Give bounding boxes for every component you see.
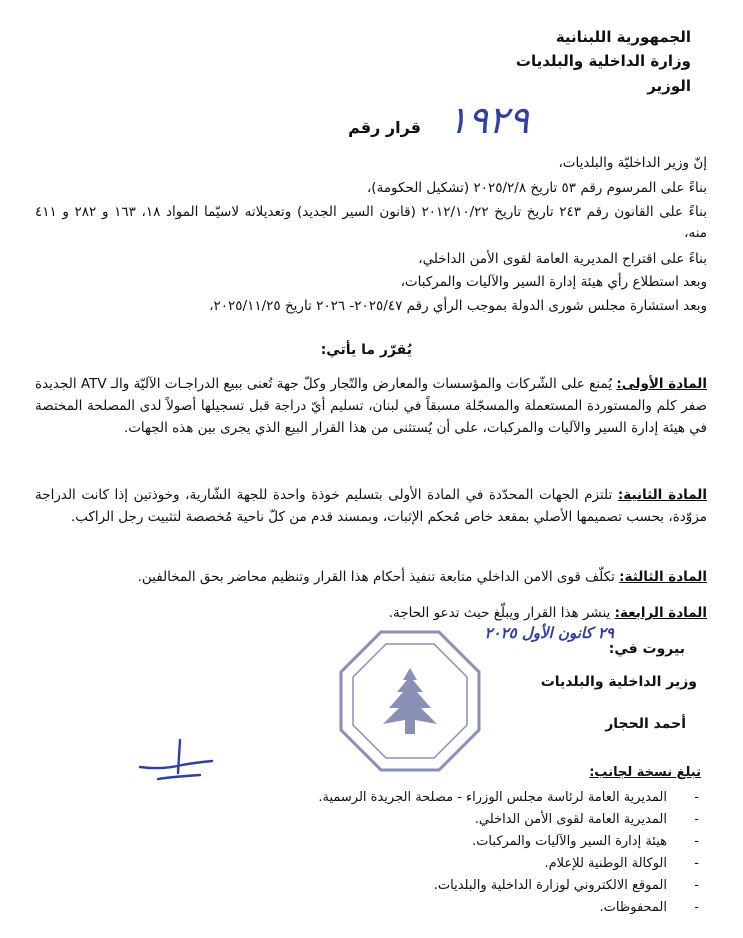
- list-item: - هيئة إدارة السير والآليات والمركبات.: [472, 834, 699, 849]
- cc-recipient: المحفوظات.: [599, 900, 667, 915]
- list-item: - الوكالة الوطنية للإعلام.: [544, 856, 699, 871]
- article-text: يُمنع على الشّركات والمؤسسات والمعارض والتّجار وكلّ جهة تُعنى ببيع الدراجـات الآليّة والـ ATV الجديدة صفر كلم والمستوردة المستعملة والمسجّلة مسبقاً في لبنان، تسليم أيّ دراجة قبل تسجيلها أصولاً لدى المصلحة المختصة في هيئة إدارة السير والآليات والمركبات، على أن يُستثنى من هذا القرار البيع الذي يجرى بين هذه الجهات.: [35, 376, 707, 436]
- cc-recipient: هيئة إدارة السير والآليات والمركبات.: [472, 834, 667, 849]
- minister-title: الوزير: [647, 77, 691, 95]
- signature-place: بيروت في:: [608, 641, 685, 657]
- signatory-name: أحمد الحجار: [605, 716, 686, 732]
- decision-label: قرار رقم: [348, 118, 421, 137]
- decision-number: ١٩٢٩: [447, 98, 529, 142]
- decides-heading: يُقرّر ما يأتي:: [320, 342, 412, 358]
- cc-recipient: المديرية العامة لقوى الأمن الداخلي.: [474, 812, 667, 827]
- cc-title: تبلغ نسخة لجانب:: [589, 765, 701, 780]
- cc-recipient: المديرية العامة لرئاسة مجلس الوزراء - مصلحة الجريدة الرسمية.: [318, 790, 667, 805]
- article-3: [35, 567, 707, 588]
- preamble-line: وبعد استطلاع رأي هيئة إدارة السير والآليات والمركبات،: [400, 274, 707, 290]
- handwritten-signature-icon: [130, 735, 220, 785]
- ministry-name: وزارة الداخلية والبلديات: [515, 52, 691, 70]
- article-1: [35, 373, 707, 439]
- preamble-line: إنّ وزير الداخليّة والبلديات،: [558, 155, 707, 171]
- article-text: ينشر هذا القرار ويبلّغ حيث تدعو الحاجة.: [388, 605, 611, 621]
- list-item: - المديرية العامة لقوى الأمن الداخلي.: [474, 812, 699, 827]
- list-item: - المحفوظات.: [599, 900, 699, 915]
- article-text: تكلّف قوى الامن الداخلي متابعة تنفيذ أحكام هذا القرار وتنظيم محاضر بحق المخالفين.: [137, 569, 615, 585]
- preamble-line: بناءً على القانون رقم ٢٤٣ تاريخ تاريخ ٢٠١٢/١٠/٢٢ (قانون السير الجديد) وتعديلاته لاسيّما المواد ١٨، ١٦٣ و ٢٨٢ و ٤١١ منه،: [35, 204, 707, 241]
- list-item: - الموقع الالكتروني لوزارة الداخلية والبلديات.: [433, 878, 699, 893]
- preamble-line: بناءً على اقتراح المديرية العامة لقوى الأمن الداخلي،: [418, 251, 707, 267]
- cc-recipient: الوكالة الوطنية للإعلام.: [544, 856, 667, 871]
- preamble-line: وبعد استشارة مجلس شورى الدولة بموجب الرأي رقم ٢٠٢٥/٤٧- ٢٠٢٦ تاريخ ٢٠٢٥/١١/٢٥،: [209, 298, 707, 314]
- article-title: المادة الرابعة:: [614, 605, 707, 621]
- cc-recipient: الموقع الالكتروني لوزارة الداخلية والبلديات.: [433, 878, 667, 893]
- signatory-title: وزير الداخلية والبلديات: [540, 674, 697, 690]
- article-title: المادة الأولى:: [616, 376, 707, 392]
- article-title: المادة الثالثة:: [619, 569, 707, 585]
- article-title: المادة الثانية:: [617, 487, 707, 503]
- ministry-stamp-cedar-icon: [337, 628, 483, 774]
- article-text: تلتزم الجهات المحدّدة في المادة الأولى بتسليم خوذة واحدة للجهة الشّارية، وخوذتين إذا كانت الدراجة مزوّدة، بحسب تصميمها الأصلي بمقعد خاص مُحكم الإثبات، وبمسند قدم من كلّ ناحية مُخصصة لتثبيت رجل الراكب.: [35, 487, 707, 525]
- article-4: [35, 603, 707, 624]
- list-item: - المديرية العامة لرئاسة مجلس الوزراء - مصلحة الجريدة الرسمية.: [318, 790, 699, 805]
- preamble-line: بناءً على المرسوم رقم ٥٣ تاريخ ٢٠٢٥/٢/٨ (تشكيل الحكومة)،: [366, 180, 707, 196]
- signature-date: ٢٩ كانون الأول ٢٠٢٥: [484, 624, 614, 642]
- article-2: [35, 484, 707, 528]
- republic-name: الجمهورية اللبنانية: [555, 28, 691, 46]
- cc-list: [318, 787, 699, 919]
